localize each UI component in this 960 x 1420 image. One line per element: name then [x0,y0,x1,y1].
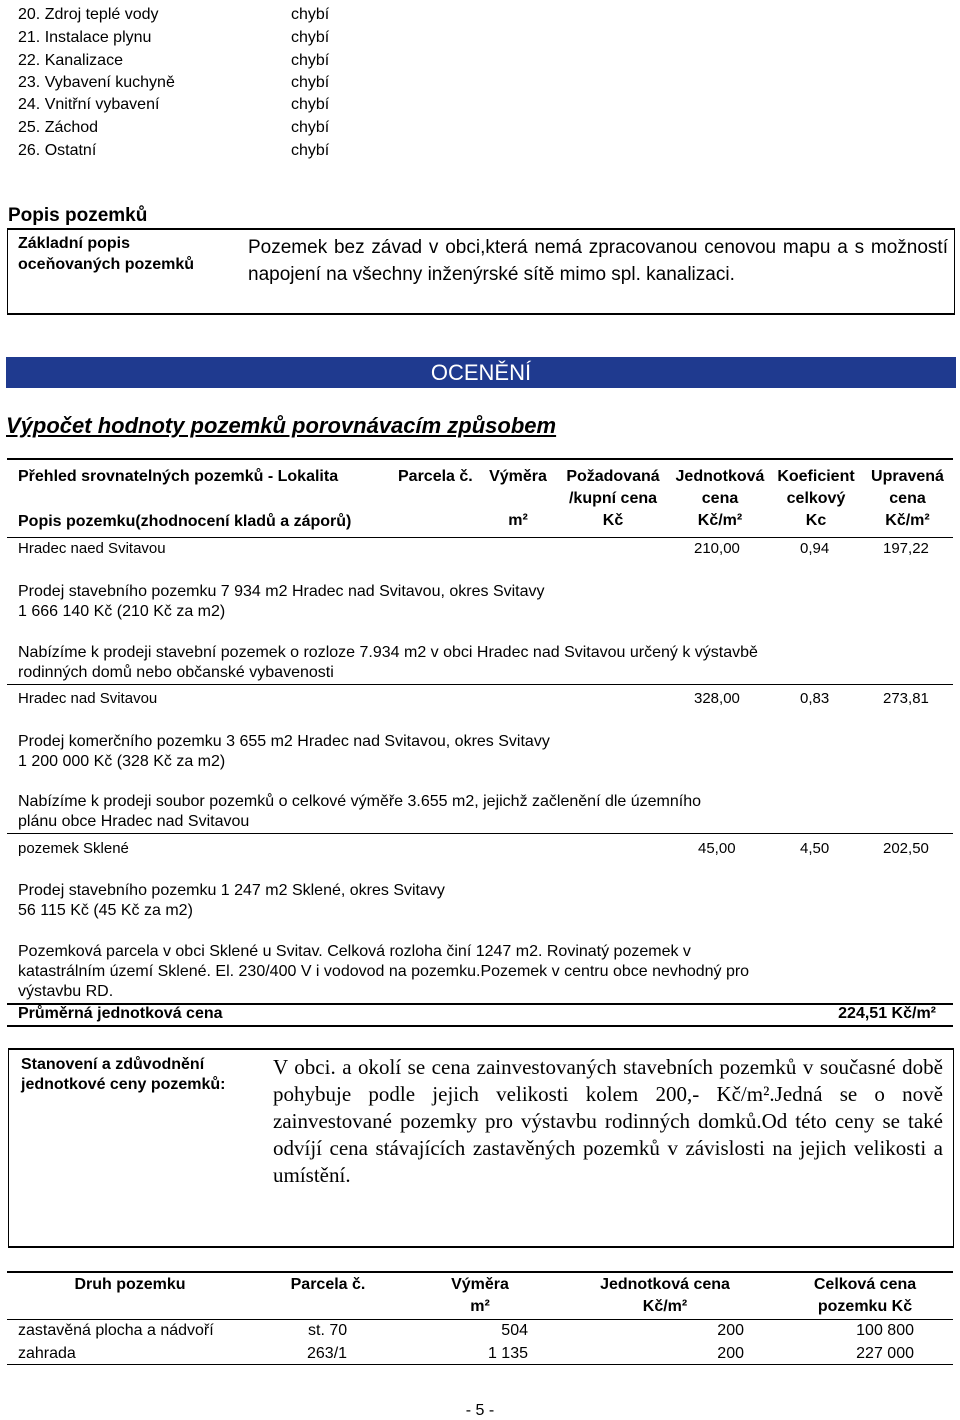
item-label: 25. Záchod [18,119,99,136]
item-label: 24. Vnitřní vybavení [18,96,160,113]
row-offer: Prodej komerčního pozemku 3 655 m2 Hradec nad Svitavou, okres Svitavy 1 200 000 Kč (328 Kč za m2) [18,733,550,770]
table-row [18,838,938,860]
divider [7,1025,953,1027]
header-unit-price-line1: Jednotková [675,468,765,485]
lt-parcel: 263/1 [307,1345,348,1362]
item-value: chybí [291,74,330,91]
land-description-text: Pozemek bez závad v obci,která nemá zpracovanou cenovou mapu a s možností napojení na všechny inženýrské sítě mimo spl. kanalizaci. [248,237,948,285]
item-value: chybí [291,142,330,159]
header-overview: Přehled srovnatelných pozemků - Lokalita [18,468,339,485]
item-label: 22. Kanalizace [18,52,123,69]
lt-unit: 200 [717,1345,744,1362]
header-unit-price-unit: Kč/m² [697,512,743,529]
item-label: 23. Vybavení kuchyně [18,74,175,91]
lt-header-unit-line1: Jednotková cena [600,1276,730,1293]
land-description-box [7,228,955,315]
header-parcel: Parcela č. [398,468,473,485]
row-location: Hradec naed Svitavou [18,540,166,557]
table-row [18,538,938,560]
lt-header-area [430,1274,530,1318]
lt-area: 504 [501,1322,528,1339]
header-adj-unit: Kč/m² [885,512,930,529]
header-area-unit: m² [508,512,528,529]
divider [7,1271,953,1273]
header-unit-price-line2: cena [701,490,739,507]
row-unit-price: 210,00 [694,540,740,557]
divider [7,833,953,834]
header-coef-line2: celkový [786,490,846,507]
row-adjusted: 197,22 [883,540,929,557]
lt-header-total [795,1274,935,1318]
section-title: Popis pozemků [8,205,148,226]
valuation-banner: OCENĚNÍ [6,357,956,388]
lt-unit: 200 [717,1322,744,1339]
header-area-label: Výměra [489,468,547,485]
page-number: - 5 - [465,1402,495,1419]
lt-header-area-line1: Výměra [451,1276,509,1293]
item-label: 21. Instalace plynu [18,29,152,46]
divider [7,684,953,685]
header-price-unit: Kč [602,512,624,529]
header-price-line1: Požadovaná [566,468,660,485]
item-label: 26. Ostatní [18,142,97,159]
item-value: chybí [291,52,330,69]
lt-total: 227 000 [856,1345,914,1362]
item-value: chybí [291,6,330,23]
header-area [478,466,558,532]
row-offer: Prodej stavebního pozemku 7 934 m2 Hradec nad Svitavou, okres Svitavy 1 666 140 Kč (210 Kč za m2) [18,583,545,620]
row-coefficient: 0,83 [800,690,830,707]
lt-header-unit [580,1274,750,1318]
row-offer: Prodej stavebního pozemku 1 247 m2 Sklené, okres Svitavy 56 115 Kč (45 Kč za m2) [18,882,445,919]
lt-header-total-line1: Celková cena [813,1276,917,1293]
lt-type: zahrada [18,1345,76,1362]
header-coef-unit: Kc [805,512,827,529]
justification-box [8,1048,954,1248]
lt-header-area-line2: m² [470,1298,490,1315]
header-adj-line1: Upravená [871,468,944,485]
lt-type: zastavěná plocha a nádvoří [18,1322,214,1339]
row-location: pozemek Sklené [18,840,129,857]
lt-header-total-line2: pozemku Kč [817,1298,913,1315]
row-adjusted: 202,50 [883,840,929,857]
average-label: Průměrná jednotková cena [18,1005,223,1022]
row-detail: Nabízíme k prodeji soubor pozemků o celkové výměře 3.655 m2, jejichž začlenění dle územního plánu obce Hradec nad Svitavou [18,793,702,830]
row-coefficient: 4,50 [800,840,830,857]
item-value: chybí [291,29,330,46]
lt-total: 100 800 [856,1322,914,1339]
row-adjusted: 273,81 [883,690,929,707]
table-row [18,688,938,710]
justification-label: Stanovení a zdůvodnění jednotkové ceny pozemků: [21,1056,226,1093]
header-price [558,466,668,532]
row-unit-price: 328,00 [694,690,740,707]
average-value: 224,51 Kč/m² [838,1005,936,1022]
header-price-line2: /kupní cena [568,490,658,507]
header-adjusted [860,466,955,532]
divider [7,1364,953,1365]
lt-header-parcel: Parcela č. [290,1276,366,1293]
lt-area: 1 135 [487,1345,528,1362]
justification-text: V obci. a okolí se cena zainvestovaných stavebních pozemků v současné době pohybuje podle jejich velikosti kolem 200,- Kč/m².Jedná se o nově zainvestované pozemky pro výstavbu rodinných domků.Od této ceny se také odvíjí cena stávajících zastavěných pozemků v závislosti na jejich velikosti a umístění. [273,1055,943,1187]
row-unit-price: 45,00 [698,840,736,857]
row-coefficient: 0,94 [800,540,830,557]
divider [7,458,953,460]
item-value: chybí [291,96,330,113]
row-detail: Nabízíme k prodeji stavební pozemek o rozloze 7.934 m2 v obci Hradec nad Svitavou určený k výstavbě rodinných domů nebo občanské vybavenosti [18,644,758,681]
lt-parcel: st. 70 [308,1322,348,1339]
header-unit-price [665,466,775,532]
header-coefficient [766,466,866,532]
row-detail: Pozemková parcela v obci Sklené u Svitav. Celková rozloha činí 1247 m2. Rovinatý pozemek v katastrálním území Sklené. El. 230/400 V i vodovod na pozemku.Pozemek v centru obce nevhodný pro výstavbu RD. [18,943,750,1000]
header-description: Popis pozemku(zhodnocení kladů a záporů) [18,513,352,530]
land-description-label: Základní popis oceňovaných pozemků [18,235,195,273]
header-coef-line1: Koeficient [777,468,855,485]
method-title: Výpočet hodnoty pozemků porovnávacím způsobem [6,413,557,438]
lt-header-unit-line2: Kč/m² [642,1298,688,1315]
item-value: chybí [291,119,330,136]
header-adj-line2: cena [889,490,926,507]
row-location: Hradec nad Svitavou [18,690,158,707]
lt-header-type: Druh pozemku [74,1276,186,1293]
item-label: 20. Zdroj teplé vody [18,6,159,23]
